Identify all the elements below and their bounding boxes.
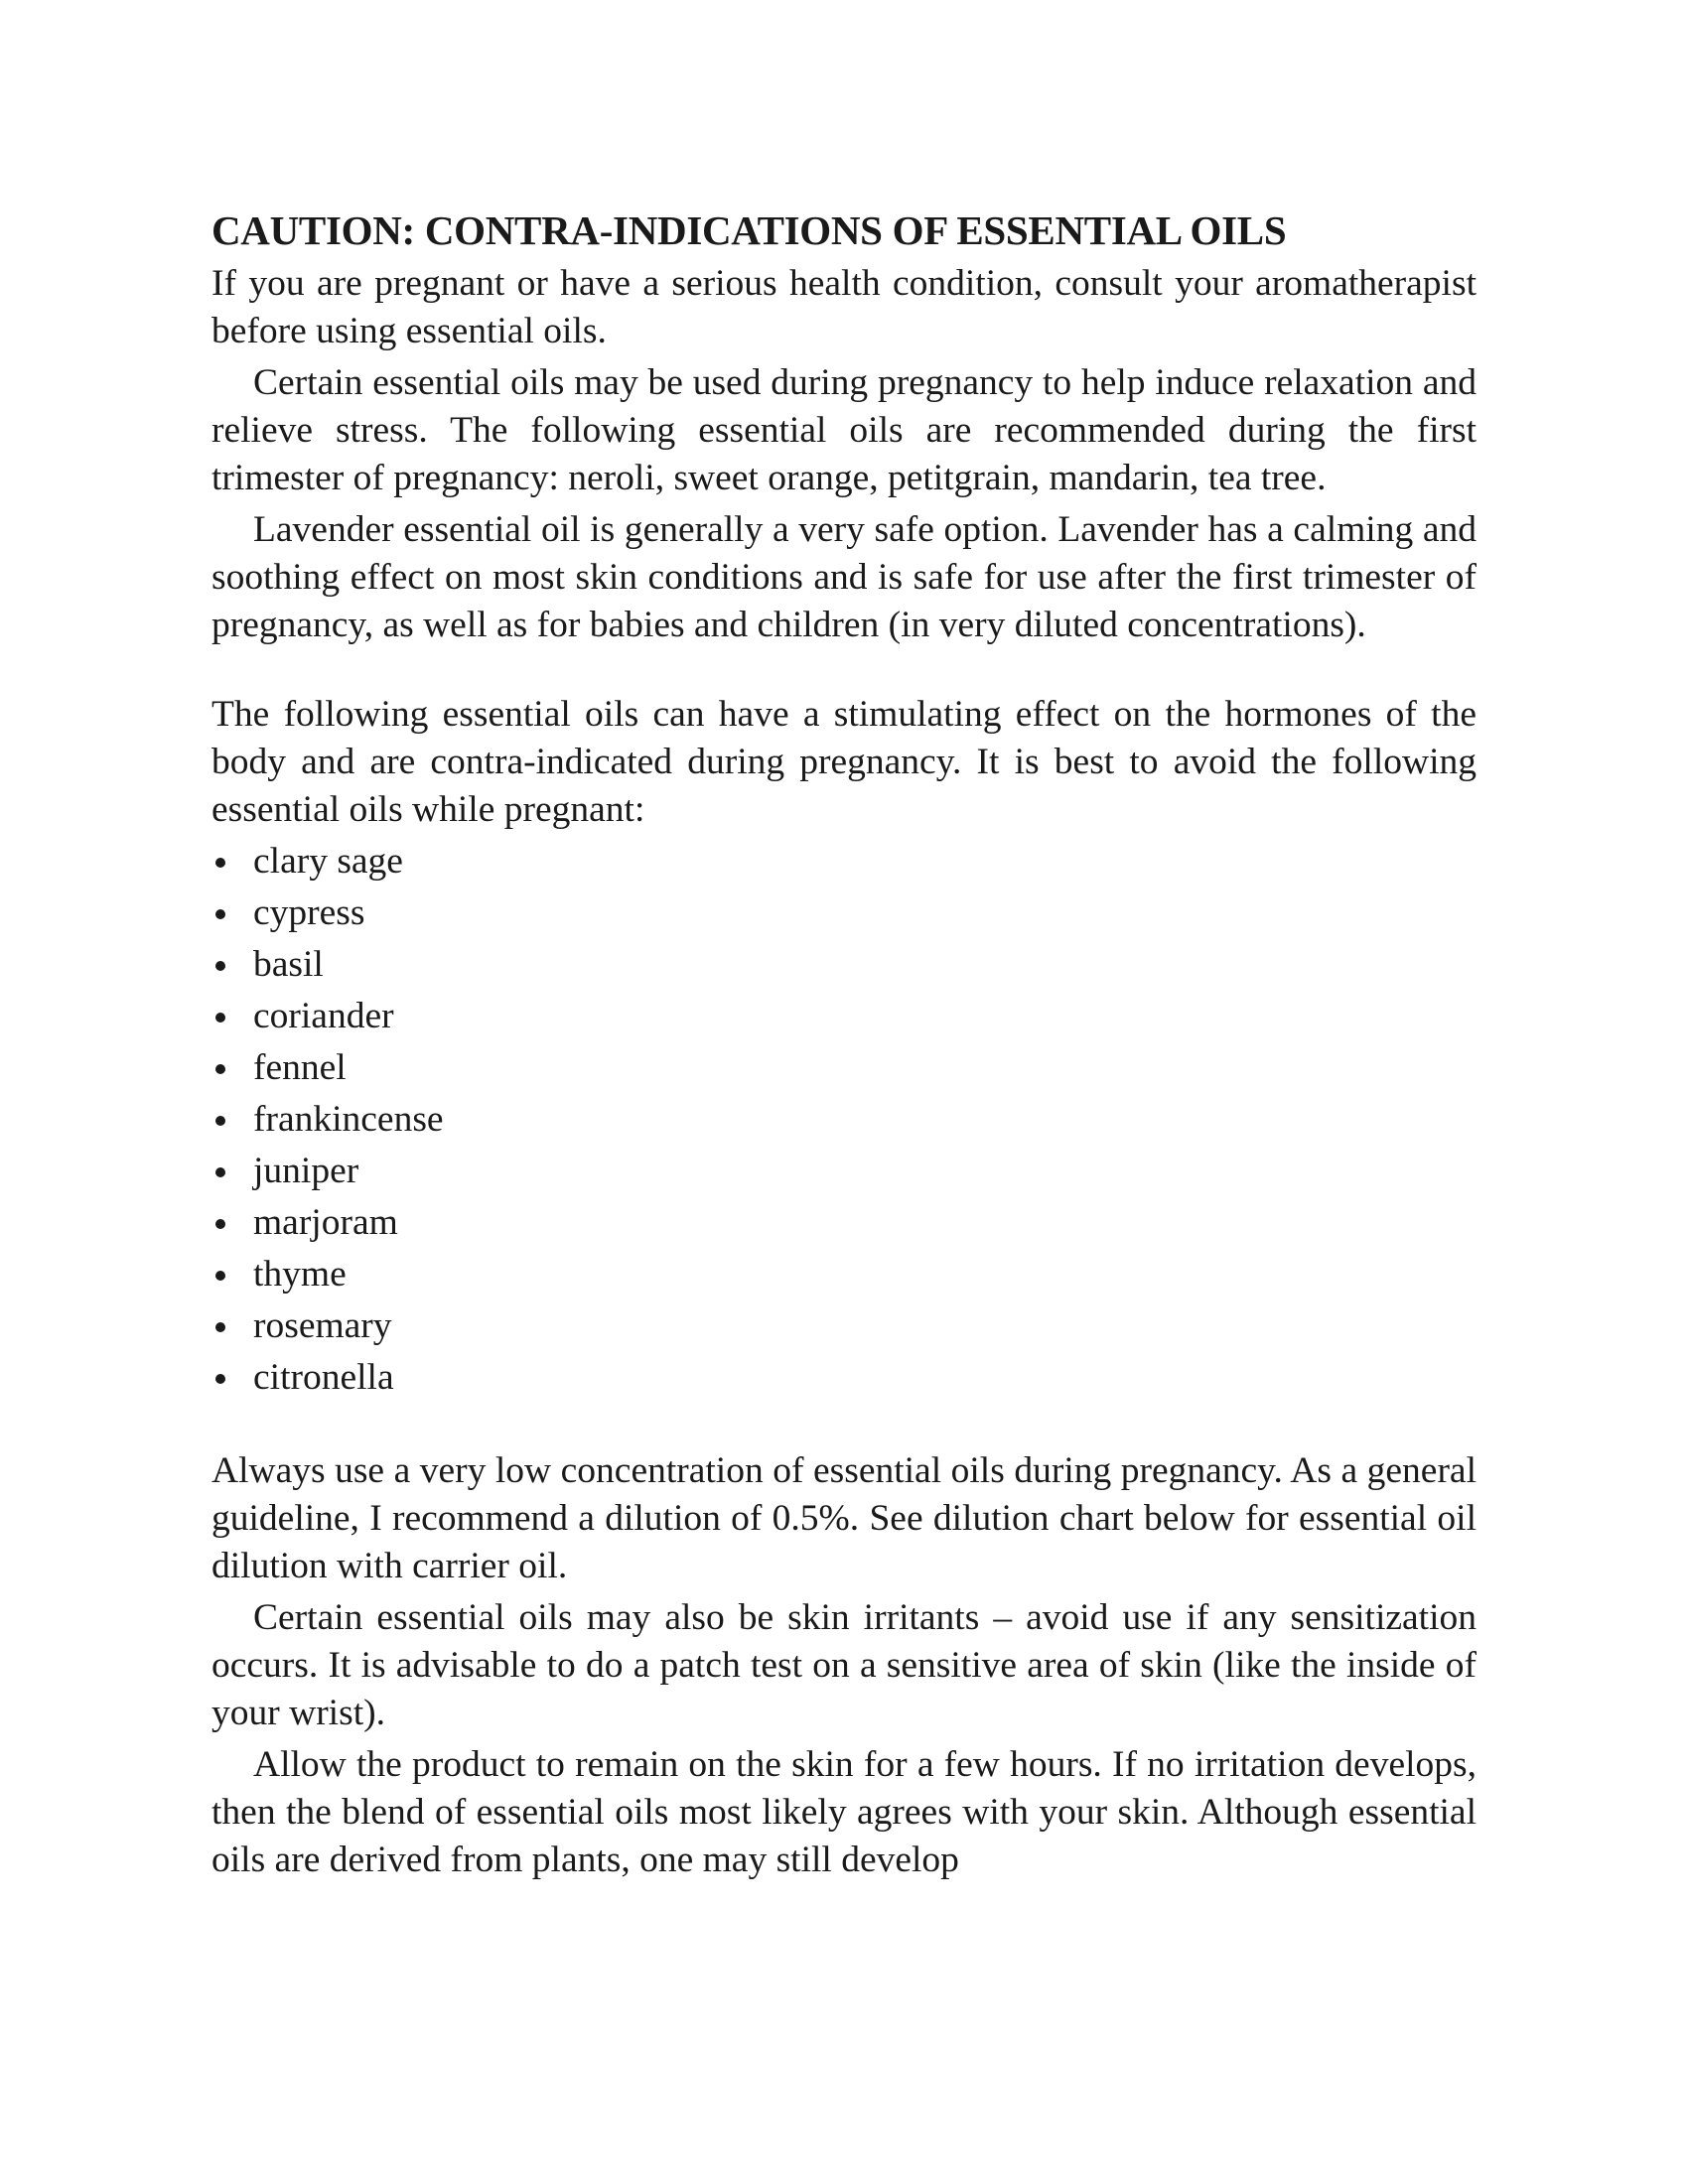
bullet-icon <box>215 1116 225 1126</box>
list-item <box>211 1354 1477 1406</box>
list-item <box>211 941 1477 993</box>
bullet-icon <box>215 1219 225 1229</box>
bullet-icon <box>215 909 225 919</box>
paragraph-skin-irritants: Certain essential oils may also be skin irritants – avoid use if any sensitization occurs. It is advisable to do a patch test on a sensitive area of skin (like the inside of your wrist). <box>211 1597 1477 1733</box>
bullet-icon <box>215 858 225 868</box>
paragraph-consult: If you are pregnant or have a serious health condition, consult your aromatherapist before using essential oils. <box>211 263 1477 351</box>
list-item <box>211 838 1477 889</box>
bullet-icon <box>215 1374 225 1384</box>
bullet-icon <box>215 1064 225 1074</box>
list-item-label: cypress <box>253 892 365 933</box>
list-item-label: frankincense <box>253 1099 444 1140</box>
list-item <box>211 1199 1477 1251</box>
bullet-icon <box>215 1271 225 1281</box>
paragraph-first-trimester: Certain essential oils may be used during pregnancy to help induce relaxation and relieve stress. The following essential oils are recommended during the first trimester of pregnancy: neroli, sweet orange, petitgrain, mandarin, tea tree. <box>211 362 1477 498</box>
bullet-icon <box>215 961 225 971</box>
list-item <box>211 1044 1477 1096</box>
list-item-label: thyme <box>253 1254 347 1295</box>
list-item <box>211 1302 1477 1354</box>
list-item-label: coriander <box>253 996 394 1036</box>
paragraph-lavender: Lavender essential oil is generally a very safe option. Lavender has a calming and soothing effect on most skin conditions and is safe for use after the first trimester of pregnancy, as well as for babies and children (in very diluted concentrations). <box>211 509 1477 645</box>
list-item <box>211 1148 1477 1199</box>
list-item <box>211 889 1477 941</box>
list-item-label: juniper <box>253 1151 359 1191</box>
list-item <box>211 1096 1477 1148</box>
bullet-icon <box>215 1013 225 1023</box>
list-item <box>211 993 1477 1044</box>
paragraph-list-intro: The following essential oils can have a stimulating effect on the hormones of the body and are contra-indicated during pregnancy. It is best to avoid the following essential oils while pregnant: <box>211 694 1477 830</box>
list-item-label: clary sage <box>253 841 403 882</box>
document-page <box>211 203 1477 1884</box>
avoid-oils-list <box>211 838 1477 1406</box>
list-item <box>211 1251 1477 1302</box>
bullet-icon <box>215 1167 225 1177</box>
list-item-label: citronella <box>253 1357 394 1398</box>
list-item-label: fennel <box>253 1047 347 1088</box>
list-item-label: marjoram <box>253 1202 398 1243</box>
list-item-label: basil <box>253 944 324 985</box>
page-title: CAUTION: CONTRA-INDICATIONS OF ESSENTIAL OILS <box>211 207 1287 253</box>
bullet-icon <box>215 1322 225 1332</box>
list-item-label: rosemary <box>253 1305 392 1346</box>
paragraph-patch-test: Allow the product to remain on the skin for a few hours. If no irritation develops, then the blend of essential oils most likely agrees with your skin. Although essential oils are derived from plants, one may still develop <box>211 1744 1477 1880</box>
paragraph-low-concentration: Always use a very low concentration of essential oils during pregnancy. As a general guideline, I recommend a dilution of 0.5%. See dilution chart below for essential oil dilution with carrier oil. <box>211 1450 1477 1586</box>
